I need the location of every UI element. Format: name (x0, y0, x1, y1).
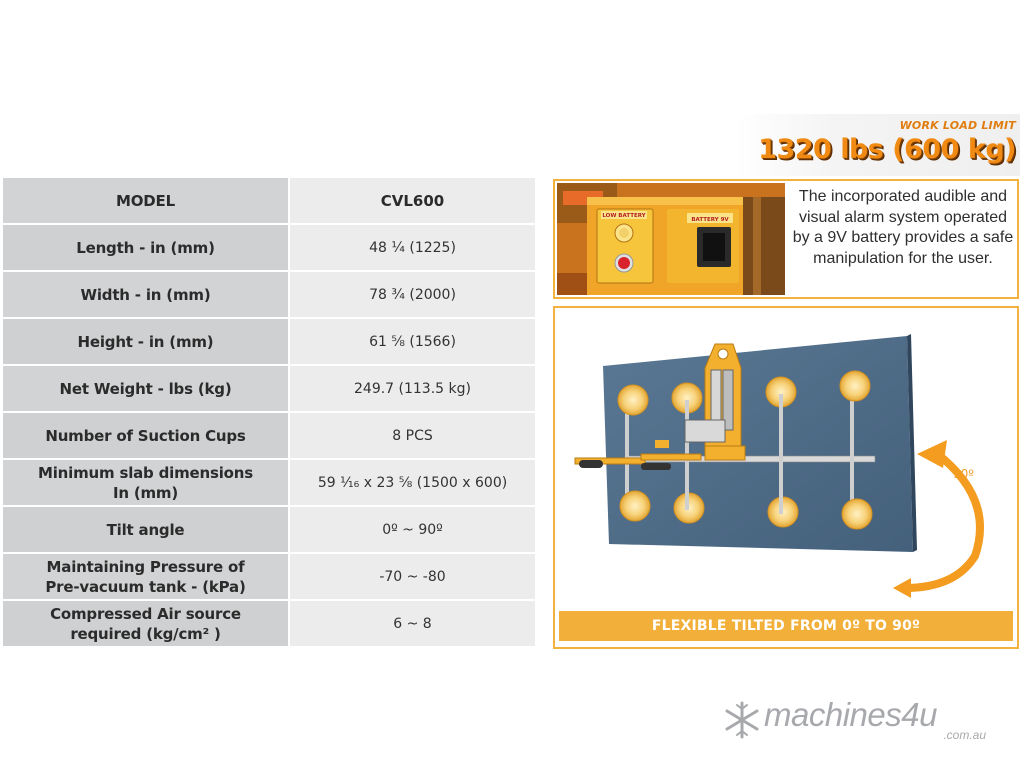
machines4u-logo (722, 696, 992, 744)
spec-row-compressed-air (3, 601, 535, 646)
alarm-photo-illustration (557, 183, 785, 295)
spec-value: 8 PCS (290, 413, 535, 458)
work-load-limit-value: 1320 lbs (600 kg) (758, 134, 1016, 165)
spec-value: 78 ¾ (2000) (290, 272, 535, 317)
spec-value: 48 ¼ (1225) (290, 225, 535, 270)
spec-label: Tilt angle (3, 507, 288, 552)
spec-label: Minimum slab dimensions In (mm) (3, 460, 288, 505)
tilt-angle-0-label: 0º (917, 581, 930, 594)
spec-header-value: CVL600 (290, 178, 535, 223)
tilt-panel (553, 306, 1019, 649)
spec-value: 61 ⅝ (1566) (290, 319, 535, 364)
tilt-angle-90-label: 90º (953, 467, 974, 481)
work-load-limit-banner (735, 114, 1020, 176)
spec-row-min-slab (3, 460, 535, 505)
spec-label: Height - in (mm) (3, 319, 288, 364)
spec-row-net-weight (3, 366, 535, 411)
spec-table (3, 178, 535, 646)
spec-label: Length - in (mm) (3, 225, 288, 270)
alarm-description: The incorporated audible and visual alarm system operated by a 9V battery provides a safe manipulation for the user. (792, 188, 1014, 267)
spec-header-label: MODEL (3, 178, 288, 223)
alarm-panel (553, 179, 1019, 299)
spec-label: Maintaining Pressure of Pre-vacuum tank - (kPa) (3, 554, 288, 599)
alarm-system-photo (557, 183, 785, 295)
spec-value: 59 ¹⁄₁₆ x 23 ⅝ (1500 x 600) (290, 460, 535, 505)
spec-header-row (3, 178, 535, 223)
spec-label: Number of Suction Cups (3, 413, 288, 458)
spec-value: 249.7 (113.5 kg) (290, 366, 535, 411)
spec-value: 0º ~ 90º (290, 507, 535, 552)
snowflake-icon (722, 700, 762, 740)
logo-wordmark: machines4u (764, 696, 937, 733)
spec-row-height (3, 319, 535, 364)
spec-row-length (3, 225, 535, 270)
spec-value: 6 ~ 8 (290, 601, 535, 646)
spec-row-tilt-angle (3, 507, 535, 552)
spec-label: Compressed Air source required (kg/cm² ) (3, 601, 288, 646)
spec-row-pressure (3, 554, 535, 599)
spec-value: -70 ~ -80 (290, 554, 535, 599)
spec-row-suction-cups (3, 413, 535, 458)
spec-row-width (3, 272, 535, 317)
spec-label: Net Weight - lbs (kg) (3, 366, 288, 411)
low-battery-tag: LOW BATTERY (602, 213, 646, 219)
vacuum-lifter-illustration (555, 308, 1017, 608)
battery-9v-tag: BATTERY 9V (691, 217, 729, 223)
spec-label: Width - in (mm) (3, 272, 288, 317)
work-load-limit-label: WORK LOAD LIMIT (899, 119, 1016, 132)
logo-domain: .com.au (943, 728, 986, 742)
tilt-caption: FLEXIBLE TILTED FROM 0º TO 90º (559, 611, 1013, 641)
